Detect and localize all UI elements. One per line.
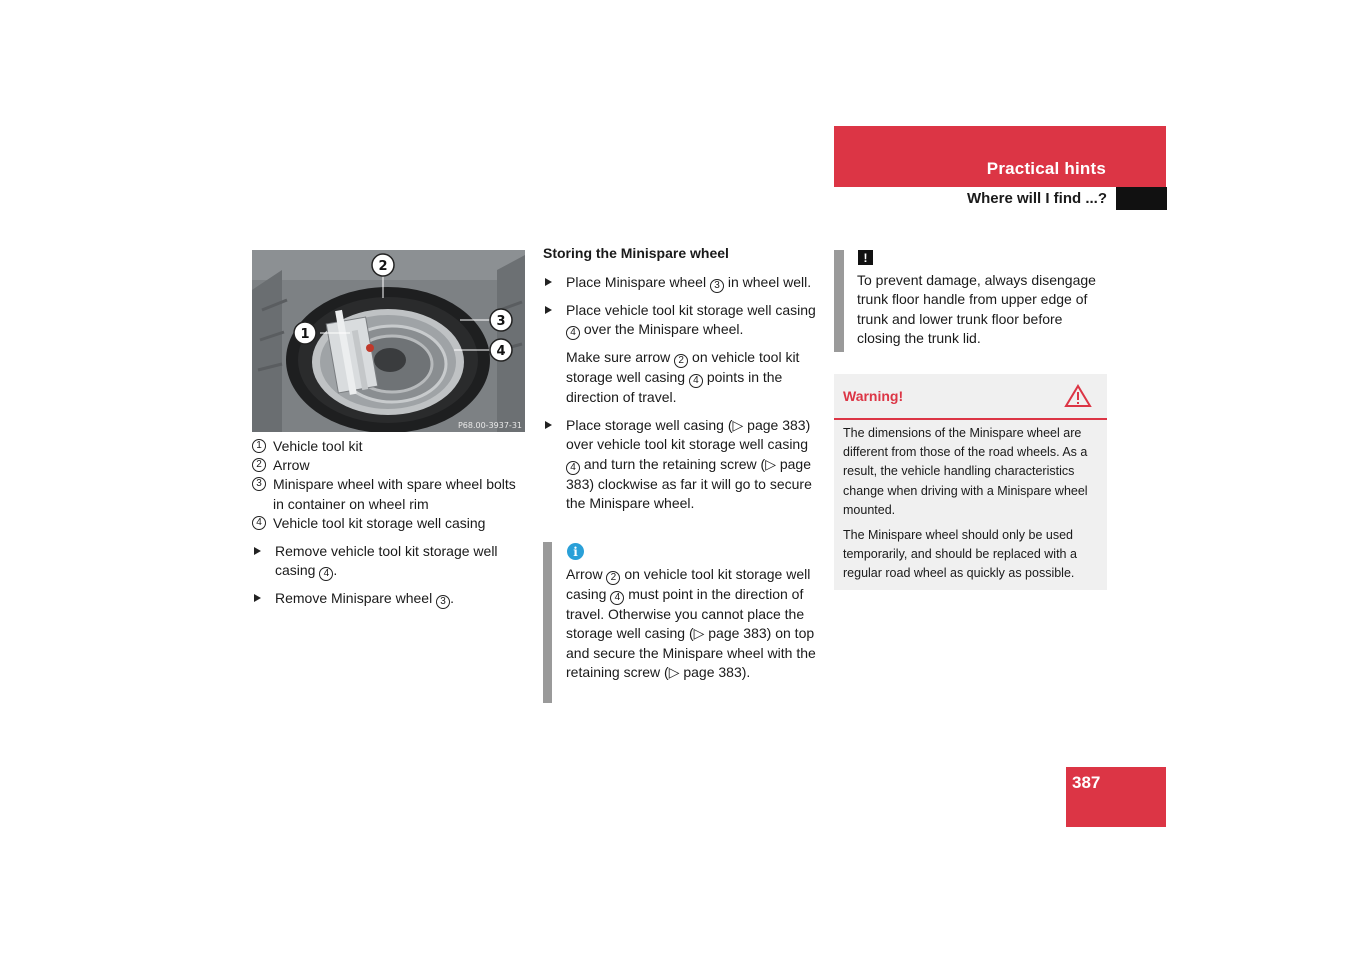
inline-number: 4 bbox=[689, 374, 703, 388]
legend-text: Vehicle tool kit bbox=[273, 438, 363, 454]
info-text: Arrow 2 on vehicle tool kit storage well casing 4 must point in the direction of travel. Otherwise you cannot place the storage well casing (▷ page 383) on top and secure the Minispare wheel with the retaining screw (▷ page 383). bbox=[566, 566, 816, 680]
legend-text: Vehicle tool kit storage well casing bbox=[273, 514, 486, 531]
bullet-arrow-icon bbox=[254, 594, 261, 602]
caution-side-bar bbox=[834, 250, 844, 352]
page-number: 387 bbox=[1072, 773, 1101, 792]
legend-number: 3 bbox=[252, 477, 266, 491]
inline-number: 4 bbox=[610, 591, 624, 605]
callout-1 bbox=[294, 322, 316, 344]
callout-3 bbox=[490, 309, 512, 331]
section-title: Practical hints bbox=[986, 159, 1106, 178]
spare-wheel-illustration bbox=[252, 250, 525, 432]
legend-number: 4 bbox=[252, 516, 266, 530]
exclamation-icon: ! bbox=[858, 250, 873, 265]
warning-body bbox=[843, 424, 1101, 590]
bullet-arrow-icon bbox=[545, 421, 552, 429]
step-place-storage-casing: Place storage well casing (▷ page 383) over vehicle tool kit storage well casing 4 and turn the retaining screw (▷ page 383) clockwise as far it will go to secure the Minispare wheel. bbox=[543, 416, 818, 514]
step-remove-wheel: Remove Minispare wheel 3 . bbox=[252, 589, 527, 609]
legend-item bbox=[252, 437, 527, 456]
svg-text:3: 3 bbox=[496, 314, 506, 329]
caution-text: To prevent damage, always disengage trunk floor handle from upper edge of trunk and lower trunk floor before closing the trunk lid. bbox=[857, 272, 1096, 346]
caution-note bbox=[834, 250, 1107, 352]
warning-title: Warning! bbox=[843, 388, 904, 404]
inline-number: 3 bbox=[436, 595, 450, 609]
remove-steps bbox=[252, 542, 527, 617]
legend-item bbox=[252, 475, 527, 513]
inline-number: 4 bbox=[566, 326, 580, 340]
warning-box bbox=[834, 374, 1107, 590]
inline-number: 2 bbox=[674, 354, 688, 368]
warning-paragraph: The dimensions of the Minispare wheel are different from those of the road wheels. As a result, the vehicle handling characteristics change when driving with a Minispare wheel mounted. bbox=[843, 426, 1088, 517]
legend-text: Arrow bbox=[273, 457, 310, 474]
info-icon: i bbox=[567, 543, 584, 560]
step-place-wheel: Place Minispare wheel 3 in wheel well. bbox=[543, 273, 818, 293]
legend-item bbox=[252, 456, 527, 475]
info-side-bar bbox=[543, 542, 552, 703]
svg-text:2: 2 bbox=[378, 259, 388, 274]
legend-item bbox=[252, 514, 527, 533]
header-black-tab bbox=[1116, 187, 1167, 210]
page-number-box bbox=[1066, 767, 1166, 827]
storing-title: Storing the Minispare wheel bbox=[543, 245, 729, 261]
figure-legend bbox=[252, 437, 527, 533]
info-note bbox=[543, 542, 818, 703]
storing-steps bbox=[543, 273, 818, 521]
bullet-arrow-icon bbox=[545, 278, 552, 286]
warning-header bbox=[834, 374, 1107, 420]
spare-wheel-figure bbox=[252, 250, 525, 432]
inline-number: 3 bbox=[710, 279, 724, 293]
inline-number: 4 bbox=[319, 567, 333, 581]
svg-text:1: 1 bbox=[300, 327, 310, 342]
bullet-arrow-icon bbox=[254, 547, 261, 555]
warning-triangle-icon bbox=[1064, 384, 1092, 411]
warning-paragraph: The Minispare wheel should only be used temporarily, and should be replaced with a regular road wheel as quickly as possible. bbox=[843, 528, 1077, 581]
subsection-title: Where will I find ...? bbox=[966, 190, 1107, 207]
legend-number: 2 bbox=[252, 458, 266, 472]
bullet-arrow-icon bbox=[545, 306, 552, 314]
callout-4 bbox=[490, 339, 512, 361]
image-code: P68.00-3937-31 bbox=[457, 421, 522, 430]
step-place-casing: Place vehicle tool kit storage well casing 4 over the Minispare wheel. bbox=[543, 301, 818, 340]
step-remove-casing: Remove vehicle tool kit storage well casing 4 . bbox=[252, 542, 527, 581]
callout-2 bbox=[372, 254, 394, 276]
svg-text:4: 4 bbox=[496, 344, 506, 359]
legend-text: Minispare wheel with spare wheel bolts in container on wheel rim bbox=[273, 476, 516, 512]
inline-number: 4 bbox=[566, 461, 580, 475]
inline-number: 2 bbox=[606, 571, 620, 585]
legend-number: 1 bbox=[252, 439, 266, 453]
header-red-band bbox=[834, 126, 1166, 187]
arrow-direction-note: Make sure arrow 2 on vehicle tool kit storage well casing 4 points in the direction of travel. bbox=[566, 349, 800, 406]
